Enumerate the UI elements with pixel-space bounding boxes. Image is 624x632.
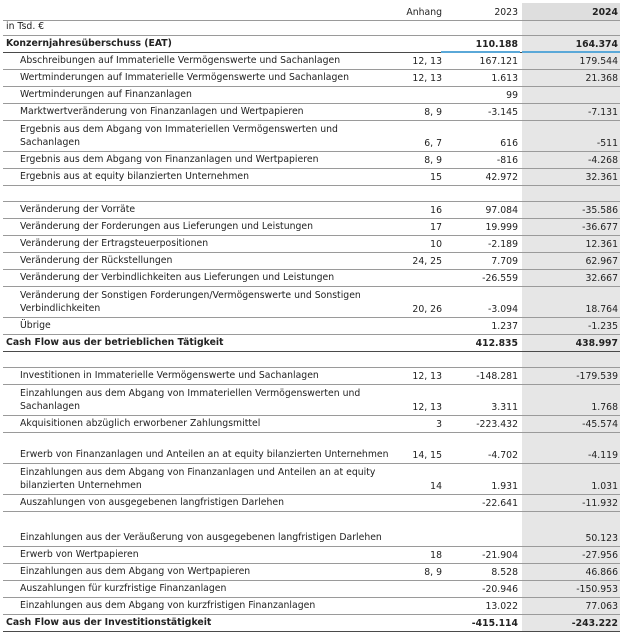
row-value-2024: -7.131 (588, 107, 618, 118)
row-label: Abschreibungen auf Immaterielle Vermögenswerte und Sachanlagen (20, 55, 341, 66)
total-row (3, 36, 620, 53)
row-value-2024: -36.677 (582, 222, 618, 233)
row-value-2023: 13.022 (485, 601, 518, 612)
row-label: Auszahlungen von ausgegebenen langfristigen Darlehen (20, 497, 284, 508)
row-label: Einzahlungen aus dem Abgang von Immateriellen Vermögenswerten und Sachanlagen (20, 388, 361, 412)
row-label: Erwerb von Finanzanlagen und Anteilen an at equity bilanzierten Unternehmen (20, 449, 389, 460)
table-row (3, 385, 620, 416)
row-note-ref: 20, 26 (412, 304, 442, 315)
row-value-2024: -243.222 (571, 618, 618, 629)
row-value-2023: -3.145 (488, 107, 518, 118)
row-value-2024: 46.866 (585, 567, 618, 578)
row-value-2023: 1.613 (491, 73, 518, 84)
table-row (3, 270, 620, 287)
row-value-2024: 438.997 (575, 338, 618, 349)
row-value-2023: -26.559 (482, 273, 518, 284)
header-2024: 2024 (592, 7, 618, 18)
row-value-2023: -415.114 (471, 618, 518, 629)
row-note-ref: 12, 13 (412, 73, 442, 84)
row-value-2024: 18.764 (585, 304, 618, 315)
table-row (3, 253, 620, 270)
row-value-2024: 32.361 (585, 172, 618, 183)
row-value-2024: -1.235 (588, 321, 618, 332)
table-row (3, 202, 620, 219)
row-note-ref: 8, 9 (424, 567, 442, 578)
table-row (3, 169, 620, 186)
table-row (3, 598, 620, 615)
row-value-2024: 164.374 (575, 39, 618, 50)
table-row (3, 318, 620, 335)
table-header (3, 3, 620, 21)
row-note-ref: 14 (430, 481, 442, 492)
row-value-2023: -223.432 (476, 419, 518, 430)
row-value-2024: 1.768 (591, 402, 618, 413)
total-row (3, 335, 620, 352)
table-row (3, 121, 620, 152)
table-row (3, 581, 620, 598)
row-label: Ergebnis aus dem Abgang von Finanzanlagen und Wertpapieren (20, 154, 319, 165)
row-value-2024: -45.574 (582, 419, 618, 430)
row-value-2023: 110.188 (475, 39, 518, 50)
table-row (3, 564, 620, 581)
row-value-2024: 1.031 (591, 481, 618, 492)
row-value-2023: 7.709 (491, 256, 518, 267)
row-value-2023: 616 (500, 138, 518, 149)
row-note-ref: 16 (430, 205, 442, 216)
row-value-2023: -148.281 (476, 371, 518, 382)
column-2024-highlight (522, 352, 620, 367)
row-value-2023: -21.904 (482, 550, 518, 561)
table-row (3, 152, 620, 169)
row-value-2024: -511 (596, 138, 618, 149)
row-value-2024: -4.268 (588, 155, 618, 166)
row-note-ref: 17 (430, 222, 442, 233)
table-row (3, 219, 620, 236)
row-note-ref: 8, 9 (424, 155, 442, 166)
row-value-2024: 77.063 (585, 601, 618, 612)
row-value-2023: 1.931 (491, 481, 518, 492)
row-note-ref: 12, 13 (412, 56, 442, 67)
row-label: Marktwertveränderung von Finanzanlagen und Wertpapieren (20, 106, 304, 117)
row-value-2023: 1.237 (491, 321, 518, 332)
row-value-2023: -816 (496, 155, 518, 166)
row-value-2024: 32.667 (585, 273, 618, 284)
column-2024-highlight (522, 87, 620, 103)
cash-flow-table (3, 3, 620, 632)
unit-row (3, 21, 620, 36)
row-label: Auszahlungen für kurzfristige Finanzanlagen (20, 583, 227, 594)
table-row (3, 368, 620, 385)
row-value-2023: 19.999 (485, 222, 518, 233)
row-label: Ergebnis aus at equity bilanzierten Unternehmen (20, 171, 249, 182)
total-row (3, 615, 620, 632)
spacer-row (3, 352, 620, 368)
row-label: Veränderung der Sonstigen Forderungen/Vermögenswerte und Sonstigen Verbindlichkeiten (20, 290, 361, 314)
row-value-2023: 3.311 (491, 402, 518, 413)
row-label: Veränderung der Forderungen aus Lieferungen und Leistungen (20, 221, 313, 232)
row-value-2023: -4.702 (488, 450, 518, 461)
row-note-ref: 12, 13 (412, 402, 442, 413)
row-value-2023: 412.835 (475, 338, 518, 349)
row-label: Ergebnis aus dem Abgang von Immateriellen Vermögenswerten und Sachanlagen (20, 124, 338, 148)
row-note-ref: 10 (430, 239, 442, 250)
table-row (3, 495, 620, 512)
row-label: Veränderung der Verbindlichkeiten aus Lieferungen und Leistungen (20, 272, 335, 283)
row-value-2024: -179.539 (576, 371, 618, 382)
row-label: Cash Flow aus der Investitionstätigkeit (6, 617, 212, 628)
table-row (3, 416, 620, 433)
table-row (3, 104, 620, 121)
row-note-ref: 14, 15 (412, 450, 442, 461)
row-value-2023: 99 (506, 90, 518, 101)
table-row (3, 547, 620, 564)
row-value-2023: -20.946 (482, 584, 518, 595)
row-label: Einzahlungen aus dem Abgang von Wertpapieren (20, 566, 251, 577)
row-value-2023: 167.121 (479, 56, 518, 67)
row-label: Einzahlungen aus dem Abgang von Finanzanlagen und Anteilen an at equity bilanzierten Unternehmen (20, 467, 376, 491)
table-row (3, 53, 620, 70)
table-row (3, 287, 620, 318)
row-label: Einzahlungen aus der Veräußerung von ausgegebenen langfristigen Darlehen (20, 532, 382, 543)
row-note-ref: 3 (436, 419, 442, 430)
table-row (3, 433, 620, 464)
table-row (3, 87, 620, 104)
row-value-2023: 97.084 (485, 205, 518, 216)
header-2023: 2023 (494, 7, 518, 18)
row-value-2024: 50.123 (585, 533, 618, 544)
row-label: Investitionen in Immaterielle Vermögenswerte und Sachanlagen (20, 370, 319, 381)
table-body (3, 36, 620, 632)
row-note-ref: 12, 13 (412, 371, 442, 382)
row-note-ref: 24, 25 (412, 256, 442, 267)
row-value-2023: 8.528 (491, 567, 518, 578)
row-value-2024: 12.361 (585, 239, 618, 250)
column-2024-highlight (522, 186, 620, 201)
row-label: Einzahlungen aus dem Abgang von kurzfristigen Finanzanlagen (20, 600, 316, 611)
table-row (3, 512, 620, 547)
table-row (3, 464, 620, 495)
row-note-ref: 18 (430, 550, 442, 561)
row-value-2023: -2.189 (488, 239, 518, 250)
row-label: Wertminderungen auf Immaterielle Vermögenswerte und Sachanlagen (20, 72, 349, 83)
table-row (3, 236, 620, 253)
row-value-2024: -150.953 (576, 584, 618, 595)
table-row (3, 70, 620, 87)
row-value-2024: -35.586 (582, 205, 618, 216)
column-2024-highlight (522, 21, 620, 35)
row-note-ref: 8, 9 (424, 107, 442, 118)
row-value-2024: -4.119 (588, 450, 618, 461)
row-label: Konzernjahresüberschuss (EAT) (6, 38, 172, 49)
row-label: Veränderung der Ertragsteuerpositionen (20, 238, 209, 249)
row-value-2024: 179.544 (579, 56, 618, 67)
row-value-2023: 42.972 (485, 172, 518, 183)
row-label: Cash Flow aus der betrieblichen Tätigkeit (6, 337, 224, 348)
row-value-2024: -27.956 (582, 550, 618, 561)
row-label: Akquisitionen abzüglich erworbener Zahlungsmittel (20, 418, 261, 429)
row-label: Übrige (20, 320, 51, 331)
row-label: Wertminderungen auf Finanzanlagen (20, 89, 192, 100)
row-value-2024: -11.932 (582, 498, 618, 509)
row-label: Veränderung der Vorräte (20, 204, 136, 215)
unit-label: in Tsd. € (6, 21, 45, 32)
row-value-2024: 62.967 (585, 256, 618, 267)
row-value-2023: -3.094 (488, 304, 518, 315)
row-value-2024: 21.368 (585, 73, 618, 84)
row-value-2023: -22.641 (482, 498, 518, 509)
row-label: Erwerb von Wertpapieren (20, 549, 139, 560)
spacer-row (3, 186, 620, 202)
row-note-ref: 6, 7 (424, 138, 442, 149)
row-note-ref: 15 (430, 172, 442, 183)
header-note-ref: Anhang (406, 7, 442, 18)
row-label: Veränderung der Rückstellungen (20, 255, 173, 266)
